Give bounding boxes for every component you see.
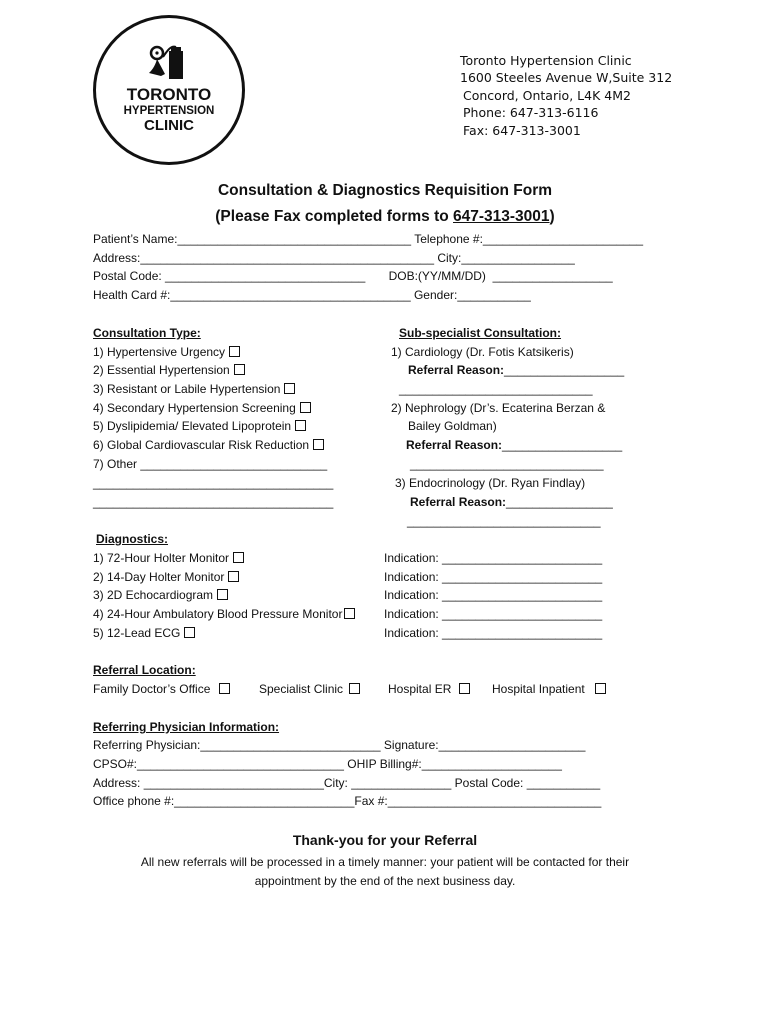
checkbox[interactable]	[349, 683, 360, 694]
physician-heading: Referring Physician Information:	[93, 720, 280, 734]
checkbox[interactable]	[459, 683, 470, 694]
cardiology-referral-reason[interactable]: Referral Reason:__________________	[408, 363, 625, 377]
diagnostic-item: 1) 72-Hour Holter Monitor	[93, 551, 244, 565]
consultation-heading: Consultation Type:	[93, 326, 201, 340]
consultation-item: 3) Resistant or Labile Hypertension	[93, 382, 295, 396]
referral-location-option: Hospital Inpatient	[492, 682, 606, 696]
physician-row-name[interactable]: Referring Physician:___________________________ Signature:______________________	[93, 738, 586, 752]
checkbox[interactable]	[344, 608, 355, 619]
logo-line-toronto: TORONTO	[126, 85, 212, 104]
clinic-name: Toronto Hypertension Clinic	[460, 53, 632, 68]
diagnostic-item: 5) 12-Lead ECG	[93, 626, 195, 640]
physician-row-address[interactable]: Address: ___________________________City: _______________ Postal Code: ___________	[93, 776, 601, 790]
endocrinology-referral-reason[interactable]: Referral Reason:________________	[410, 495, 613, 509]
cardiology-option: 1) Cardiology (Dr. Fotis Katsikeris)	[391, 345, 574, 359]
checkbox[interactable]	[234, 364, 245, 375]
checkbox[interactable]	[295, 420, 306, 431]
consultation-blank-line[interactable]: ____________________________________	[93, 476, 334, 490]
subspecialist-heading: Sub-specialist Consultation:	[399, 326, 562, 340]
clinic-city: Concord, Ontario, L4K 4M2	[463, 88, 631, 103]
checkbox[interactable]	[595, 683, 606, 694]
checkbox[interactable]	[313, 439, 324, 450]
checkbox[interactable]	[233, 552, 244, 563]
form-subtitle: (Please Fax completed forms to 647-313-3001)	[215, 208, 555, 225]
consultation-item: 4) Secondary Hypertension Screening	[93, 401, 311, 415]
consultation-item: 5) Dyslipidemia/ Elevated Lipoprotein	[93, 419, 306, 433]
nephrology-referral-reason[interactable]: Referral Reason:__________________	[406, 438, 623, 452]
clinic-fax: Fax: 647-313-3001	[463, 123, 581, 138]
fax-number-link: 647-313-3001	[453, 208, 550, 225]
nephrology-option: 2) Nephrology (Dr’s. Ecaterina Berzan &	[391, 401, 606, 415]
checkbox[interactable]	[217, 589, 228, 600]
physician-row-phone[interactable]: Office phone #:___________________________Fax #:________________________________	[93, 794, 602, 808]
checkbox[interactable]	[300, 402, 311, 413]
patient-health-row[interactable]: Health Card #:____________________________________ Gender:___________	[93, 288, 531, 302]
physician-row-cpso[interactable]: CPSO#:_______________________________ OHIP Billing#:_____________________	[93, 757, 562, 771]
diagnostic-item: 4) 24-Hour Ambulatory Blood Pressure Monitor	[93, 607, 355, 621]
clinic-phone: Phone: 647-313-6116	[463, 105, 599, 120]
referral-location-option: Hospital ER	[388, 682, 470, 696]
checkbox[interactable]	[219, 683, 230, 694]
consultation-other-field[interactable]: 7) Other ____________________________	[93, 457, 328, 471]
checkbox[interactable]	[228, 571, 239, 582]
endocrinology-option: 3) Endocrinology (Dr. Ryan Findlay)	[395, 476, 586, 490]
indication-field[interactable]: Indication: ________________________	[384, 588, 603, 602]
referral-location-option: Family Doctor’s Office	[93, 682, 230, 696]
consultation-item: 6) Global Cardiovascular Risk Reduction	[93, 438, 324, 452]
indication-field[interactable]: Indication: ________________________	[384, 607, 603, 621]
blood-pressure-monitor-icon	[145, 43, 193, 83]
consultation-blank-line[interactable]: ____________________________________	[93, 495, 334, 509]
checkbox[interactable]	[284, 383, 295, 394]
diagnostics-heading: Diagnostics:	[96, 532, 169, 546]
indication-field[interactable]: Indication: ________________________	[384, 626, 603, 640]
nephrology-blank-line[interactable]: _____________________________	[410, 457, 604, 471]
checkbox[interactable]	[229, 346, 240, 357]
diagnostic-item: 2) 14-Day Holter Monitor	[93, 570, 239, 584]
patient-address-row[interactable]: Address:____________________________________________ City:_________________	[93, 251, 575, 265]
form-title: Consultation & Diagnostics Requisition Form	[217, 182, 553, 199]
diagnostic-item: 3) 2D Echocardiogram	[93, 588, 228, 602]
indication-field[interactable]: Indication: ________________________	[384, 551, 603, 565]
consultation-item: 2) Essential Hypertension	[93, 363, 245, 377]
referral-location-option: Specialist Clinic	[259, 682, 360, 696]
logo-line-clinic: CLINIC	[144, 117, 194, 134]
indication-field[interactable]: Indication: ________________________	[384, 570, 603, 584]
endocrinology-blank-line[interactable]: _____________________________	[407, 514, 601, 528]
thank-you-heading: Thank-you for your Referral	[292, 832, 478, 848]
consultation-item: 1) Hypertensive Urgency	[93, 345, 240, 359]
referral-location-heading: Referral Location:	[93, 663, 196, 677]
checkbox[interactable]	[184, 627, 195, 638]
nephrology-doctors: Bailey Goldman)	[408, 419, 497, 433]
patient-postal-row[interactable]: Postal Code: ______________________________ DOB:(YY/MM/DD) __________________	[93, 269, 613, 283]
clinic-street: 1600 Steeles Avenue W,Suite 312	[460, 70, 673, 85]
footer-note: All new referrals will be processed in a timely manner: your patient will be contacted for their appointment by the end of the next business day.	[140, 855, 630, 888]
patient-name-row[interactable]: Patient’s Name:___________________________________ Telephone #:________________________	[93, 232, 644, 246]
logo-line-hypertension: HYPERTENSION	[123, 105, 215, 117]
cardiology-blank-line[interactable]: _____________________________	[399, 382, 593, 396]
